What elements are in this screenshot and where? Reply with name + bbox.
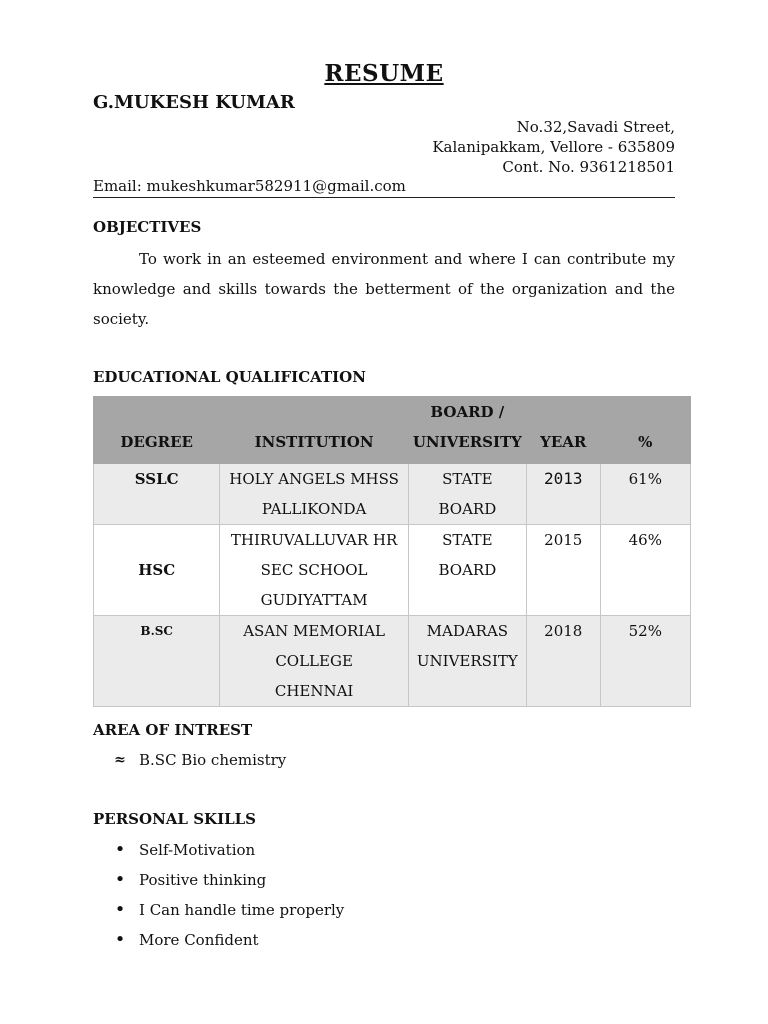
board-line: MADARAS bbox=[426, 622, 509, 640]
institution-line: GUDIYATTAM bbox=[260, 591, 368, 609]
institution-line: CHENNAI bbox=[274, 682, 354, 700]
table-row bbox=[94, 525, 691, 616]
list-item bbox=[93, 895, 344, 925]
board-line: STATE bbox=[442, 531, 493, 549]
list-item bbox=[93, 835, 344, 865]
contact-number: Cont. No. 9361218501 bbox=[502, 158, 675, 176]
institution-line: ASAN MEMORIAL bbox=[243, 622, 385, 640]
candidate-name: G.MUKESH KUMAR bbox=[93, 92, 295, 113]
resume-title: RESUME bbox=[324, 60, 444, 87]
institution-cell bbox=[220, 616, 408, 707]
degree-cell: HSC bbox=[94, 525, 220, 616]
board-line: BOARD bbox=[438, 500, 497, 518]
percent-cell: 52% bbox=[600, 616, 690, 707]
table-row bbox=[94, 464, 691, 525]
year-cell: 2013 bbox=[526, 464, 600, 525]
interest-list bbox=[93, 745, 286, 775]
bullet-icon: • bbox=[114, 869, 126, 890]
address-line-1: No.32,Savadi Street, bbox=[516, 118, 675, 136]
approx-bullet-icon: ≈ bbox=[114, 752, 126, 768]
skill-item-label: I Can handle time properly bbox=[139, 901, 345, 919]
table-header-row bbox=[94, 397, 691, 464]
interest-item-label: B.SC Bio chemistry bbox=[139, 751, 287, 769]
email-line: Email: mukeshkumar582911@gmail.com bbox=[93, 177, 406, 195]
year-cell: 2015 bbox=[526, 525, 600, 616]
board-line: STATE bbox=[442, 470, 493, 488]
institution-cell bbox=[220, 464, 408, 525]
percent-cell: 46% bbox=[600, 525, 690, 616]
objectives-text: To work in an esteemed environment and where I can contribute my knowledge and skills towards the betterment of the organization and the society. bbox=[93, 250, 675, 328]
degree-cell: B.SC bbox=[94, 616, 220, 707]
education-table bbox=[93, 396, 691, 707]
address-block bbox=[432, 117, 675, 177]
education-heading: EDUCATIONAL QUALIFICATION bbox=[93, 368, 366, 386]
column-header-year: YEAR bbox=[526, 397, 600, 464]
board-line: UNIVERSITY bbox=[416, 652, 518, 670]
board-cell bbox=[408, 464, 526, 525]
board-header-line-1: BOARD / bbox=[430, 403, 505, 421]
header-divider bbox=[93, 197, 675, 198]
year-cell: 2018 bbox=[526, 616, 600, 707]
table-row bbox=[94, 616, 691, 707]
board-cell bbox=[408, 616, 526, 707]
list-item bbox=[93, 745, 286, 775]
column-header-institution: INSTITUTION bbox=[220, 397, 408, 464]
list-item bbox=[93, 865, 344, 895]
skills-heading: PERSONAL SKILLS bbox=[93, 810, 257, 828]
institution-line: PALLIKONDA bbox=[261, 500, 367, 518]
column-header-degree: DEGREE bbox=[94, 397, 220, 464]
board-header-line-2: UNIVERSITY bbox=[412, 433, 522, 451]
institution-line: THIRUVALLUVAR HR bbox=[230, 531, 398, 549]
interest-heading: AREA OF INTREST bbox=[93, 721, 253, 739]
board-cell bbox=[408, 525, 526, 616]
bullet-icon: • bbox=[114, 899, 126, 920]
degree-cell: SSLC bbox=[94, 464, 220, 525]
board-line: BOARD bbox=[438, 561, 497, 579]
bullet-icon: • bbox=[114, 929, 126, 950]
address-line-2: Kalanipakkam, Vellore - 635809 bbox=[432, 138, 675, 156]
institution-line: COLLEGE bbox=[275, 652, 353, 670]
institution-line: HOLY ANGELS MHSS bbox=[229, 470, 399, 488]
institution-line: SEC SCHOOL bbox=[260, 561, 368, 579]
skill-item-label: Self-Motivation bbox=[139, 841, 256, 859]
bullet-icon: • bbox=[114, 839, 126, 860]
skills-list bbox=[93, 835, 344, 955]
institution-cell bbox=[220, 525, 408, 616]
column-header-board bbox=[408, 397, 526, 464]
column-header-percent: % bbox=[600, 397, 690, 464]
percent-cell: 61% bbox=[600, 464, 690, 525]
skill-item-label: Positive thinking bbox=[139, 871, 267, 889]
list-item bbox=[93, 925, 344, 955]
skill-item-label: More Confident bbox=[139, 931, 259, 949]
objectives-heading: OBJECTIVES bbox=[93, 218, 202, 236]
